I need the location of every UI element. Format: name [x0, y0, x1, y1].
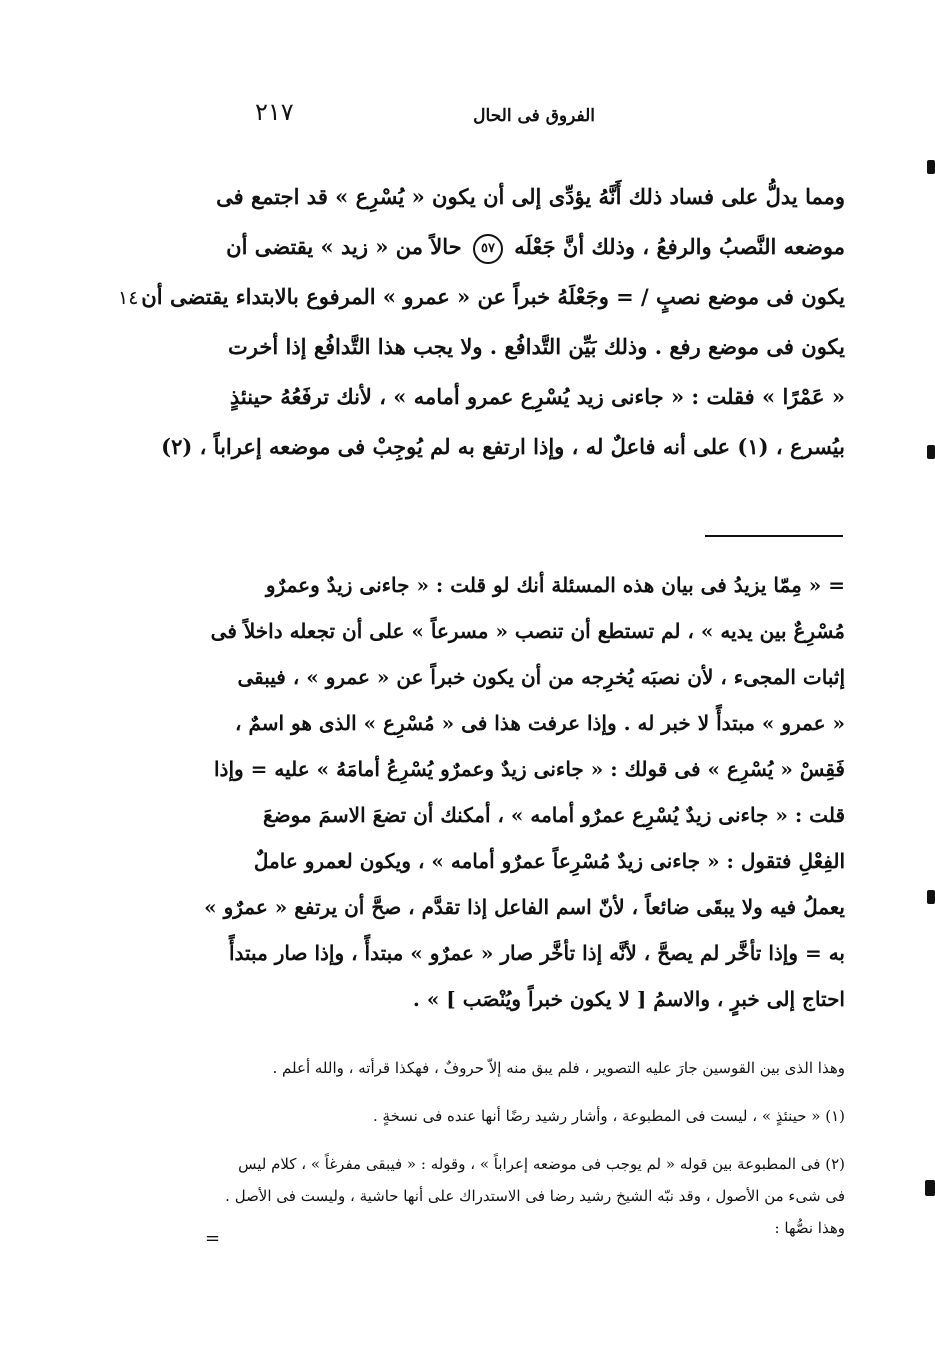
continuation-line: به = وإذا تأخَّر لم يصحَّ ، لأنَّه إذا تأخَّر صار « عمرٌو » مبتدأً ، وإذا صار مبتدأً	[228, 941, 845, 965]
continuation-line: قلت : « جاءنى زيدٌ يُسْرِع عمرٌو أمامه » ، أمكنك أن تضعَ الاسمَ موضعَ	[262, 803, 845, 827]
continuation-line: مُسْرِعٌ بين يديه » ، لم تستطع أن تنصب « مسرعاً » على أن تجعله داخلاً فى	[210, 619, 845, 643]
continuation-line: « عمرو » مبتدأً لا خبر له . وإذا عرفت هذا فى « مُسْرِع » الذى هو اسمٌ ،	[235, 711, 845, 735]
main-text-line-part: موضعه النَّصبُ والرفعُ ، وذلك أنَّ جَعْلَه	[506, 234, 845, 259]
continuation-line: يعملُ فيه ولا يبقَى ضائعاً ، لأنّ اسم الفاعل إذا تقدَّم ، صحَّ أن يرتفع « عمرٌو »	[204, 895, 845, 919]
main-text	[141, 172, 845, 472]
circled-number: ٥٧	[473, 234, 503, 264]
note-intro: وهذا الذى بين القوسين جارَ عليه التصوير ، فلم يبق منه إلاّ حروفٌ ، فهكذا قرأته ، والله أعلم .	[272, 1059, 845, 1077]
footnotes	[215, 1052, 845, 1244]
main-text-line	[215, 222, 845, 272]
margin-page-reference: ١٤٠	[118, 287, 149, 309]
continuation-equals-mark: =	[205, 1228, 221, 1249]
continuation-line: احتاج إلى خبرٍ ، والاسمُ [ لا يكون خبراً ويُنْصَب ] » .	[412, 987, 845, 1011]
main-text-line: « عَمْرًا » فقلت : « جاءنى زيد يُسْرِع عمرو أمامه » ، لأنك ترفَعُهُ حينئذٍ	[229, 384, 845, 409]
main-text-line: يكون فى موضع رفع . وذلك بَيِّن التَّدافُع . ولا يجب هذا التَّدافُع إذا أخرت	[228, 334, 845, 359]
running-title: الفروق فى الحال	[473, 106, 595, 126]
page-number: ٢١٧	[255, 98, 294, 126]
main-text-line: يكون فى موضع نصبٍ / = وجَعْلَهُ خبراً عن « عمرو » المرفوع بالابتداء يقتضى أن	[141, 284, 845, 309]
page-header	[215, 98, 845, 138]
footnote-1: (١) « حينئذٍ » ، ليست فى المطبوعة ، وأشار رشيد رضًا أنها عنده فى نسخةٍ .	[372, 1107, 845, 1125]
continuation-line: إثبات المجىء ، لأن نصبَه يُخرِجه من أن يكون خبراً عن « عمرو » ، فيبقى	[237, 665, 845, 689]
scan-edge-mark	[927, 445, 935, 459]
scan-edge-mark	[925, 1180, 935, 1196]
scan-edge-mark	[927, 890, 935, 904]
footnote-2-line: فى شىء من الأصول ، وقد نبّه الشيخ رشيد رضا فى الاستدراك على أنها حاشية ، وليست فى الأصل .	[225, 1187, 845, 1205]
footnote-2-line: (٢) فى المطبوعة بين قوله « لم يوجب فى موضعه إعراباً » ، وقوله : « فيبقى مفرغاً » ، كلام ليس	[238, 1155, 845, 1173]
continuation-line: = « مِمّا يزيدُ فى بيان هذه المسئلة أنك لو قلت : « جاءنى زيدٌ وعمرٌو	[265, 573, 845, 597]
continuation-line: فَقِسْ « يُسْرِع » فى قولك : « جاءنى زيدٌ وعمرٌو يُسْرِعُ أمامَهُ » عليه = وإذا	[213, 757, 845, 781]
continuation-line: الفِعْلِ فتقول : « جاءنى زيدٌ مُسْرِعاً عمرٌو أمامه » ، ويكون لعمرو عاملٌ	[253, 849, 845, 873]
main-text-line: ومما يدلُّ على فساد ذلك أَنَّهُ يؤدِّى إلى أن يكون « يُسْرِع » قد اجتمع فى	[216, 184, 845, 209]
footnote-continuation	[204, 562, 845, 1022]
footnote-2-line: وهذا نصُّها :	[774, 1219, 845, 1237]
footnote-separator	[705, 535, 843, 537]
scan-edge-mark	[927, 160, 935, 174]
main-text-line-part: حالاً من « زيد » يقتضى أن	[226, 234, 469, 259]
main-text-line: بيُسرع ، (١) على أنه فاعلٌ له ، وإذا ارتفع به لم يُوجِبْ فى موضعه إعراباً ، (٢)	[161, 434, 845, 459]
